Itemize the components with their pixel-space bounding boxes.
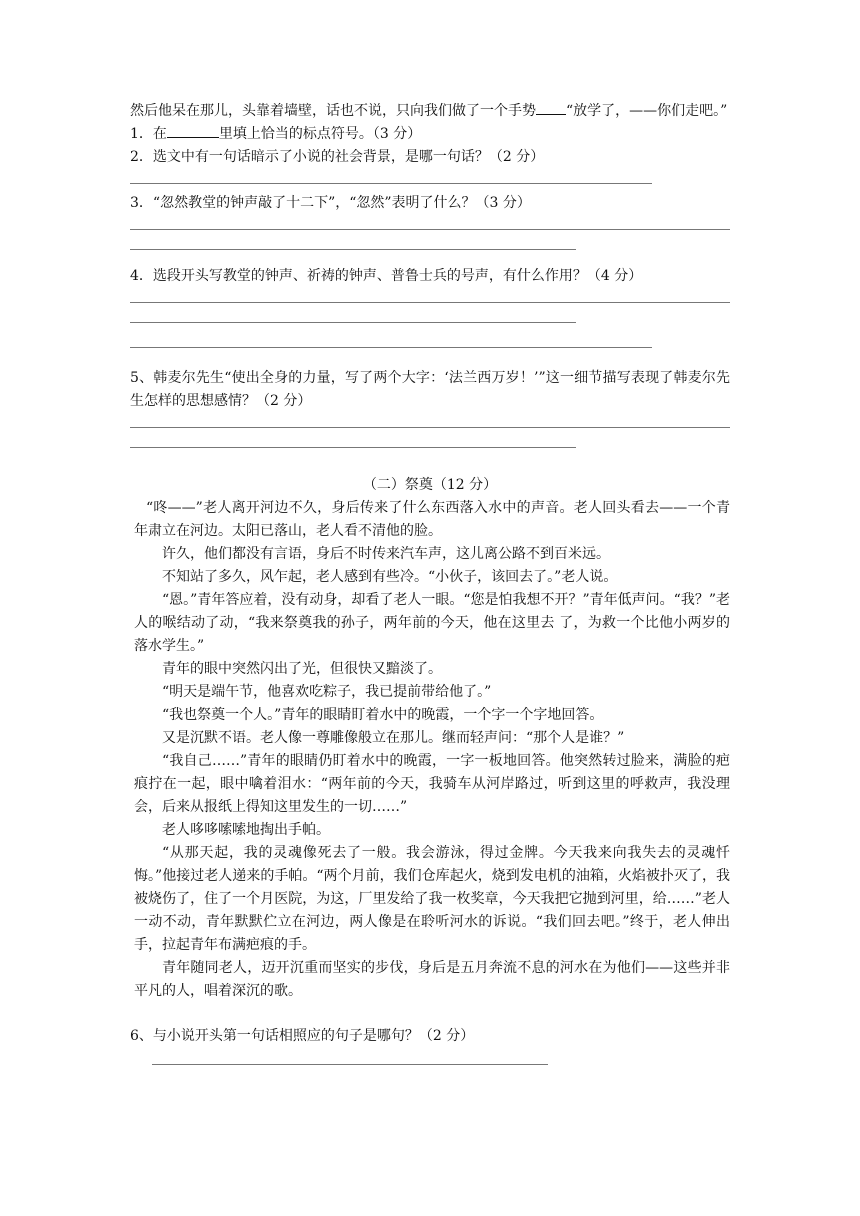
answer-line[interactable] [152,1064,548,1065]
section-title: （二）祭奠（12 分） [362,477,498,493]
story-paragraph: “恩。”青年答应着，没有动身，却看了老人一眼。“您是怕我想不开？”青年低声问。“我？”老人的喉结动了动，“我来祭奠我的孙子，两年前的今天，他在这里去 了，为救一个比他小两岁的落水学生。” [134,592,730,654]
story-paragraph: “明天是端午节，他喜欢吃粽子，我已提前带给他了。” [162,684,492,700]
passage-tail [130,100,730,123]
question-1-pre: 1．在 [130,126,167,142]
question-1 [130,123,730,146]
question-2: 2．选文中有一句话暗示了小说的社会背景，是哪一句话？（2 分） [130,149,545,165]
story-paragraph: 又是沉默不语。老人像一尊雕像般立在那儿。继而轻声问：“那个人是谁？” [162,730,625,746]
story-text [134,497,730,1003]
story-paragraph: 不知站了多久，风乍起，老人感到有些冷。“小伙子，该回去了。”老人说。 [162,569,618,585]
story-paragraph: 青年随同老人，迈开沉重而坚实的步伐，身后是五月奔流不息的河水在为他们——这些并非平凡的人，唱着深沉的歌。 [134,960,730,999]
question-5: 5、韩麦尔先生“使出全身的力量，写了两个大字：‘法兰西万岁！’”这一细节描写表现了韩麦尔先生怎样的思想感情？（2 分） [130,370,730,409]
question-1-post: 里填上恰当的标点符号。（3 分） [218,126,422,142]
passage-tail-text-b: “放学了，——你们走吧。” [566,103,728,119]
worksheet-page [130,100,730,1065]
story-paragraph: “咚——”老人离开河边不久，身后传来了什么东西落入水中的声音。老人回头看去——一个青年肃立在河边。太阳已落山，老人看不清他的脸。 [134,500,730,539]
question-3: 3．“忽然教堂的钟声敲了十二下”，“忽然”表明了什么？（3 分） [130,195,531,211]
story-paragraph: “我自己……”青年的眼睛仍盯着水中的晚霞，一字一板地回答。他突然转过脸来，满脸的疤痕拧在一起，眼中噙着泪水：“两年前的今天，我骑车从河岸路过，听到这里的呼救声，我没理会，后来从报纸上得知这里发生的一切……” [134,753,730,815]
question-4: 4．选段开头写教堂的钟声、祈祷的钟声、普鲁士兵的号声，有什么作用？（4 分） [130,268,643,284]
story-paragraph: “我也祭奠一个人。”青年的眼睛盯着水中的晚霞，一个字一个字地回答。 [162,707,604,723]
passage-tail-text-a: 然后他呆在那儿，头靠着墙壁，话也不说，只向我们做了一个手势 [130,103,536,119]
question-1-blank[interactable] [167,123,219,138]
question-6: 6、与小说开头第一句话相照应的句子是哪句？（2 分） [130,1028,475,1044]
story-paragraph: 青年的眼中突然闪出了光，但很快又黯淡了。 [162,661,442,677]
fill-blank[interactable] [536,100,566,115]
story-paragraph: “从那天起，我的灵魂像死去了一般。我会游泳，得过金牌。今天我来向我失去的灵魂忏悔。”他接过老人递来的手帕。“两个月前，我们仓库起火，烧到发电机的油箱，火焰被扑灭了，我被烧伤了，住了一个月医院，为这，厂里发给了我一枚奖章，今天我把它抛到河里，给……”老人一动不动，青年默默伫立在河边，两人像是在聆听河水的诉说。“我们回去吧。”终于，老人伸出手，拉起青年布满疤痕的手。 [134,845,730,953]
story-paragraph: 老人哆哆嗦嗦地掏出手帕。 [162,822,330,838]
story-paragraph: 许久，他们都没有言语，身后不时传来汽车声，这儿离公路不到百米远。 [162,546,610,562]
